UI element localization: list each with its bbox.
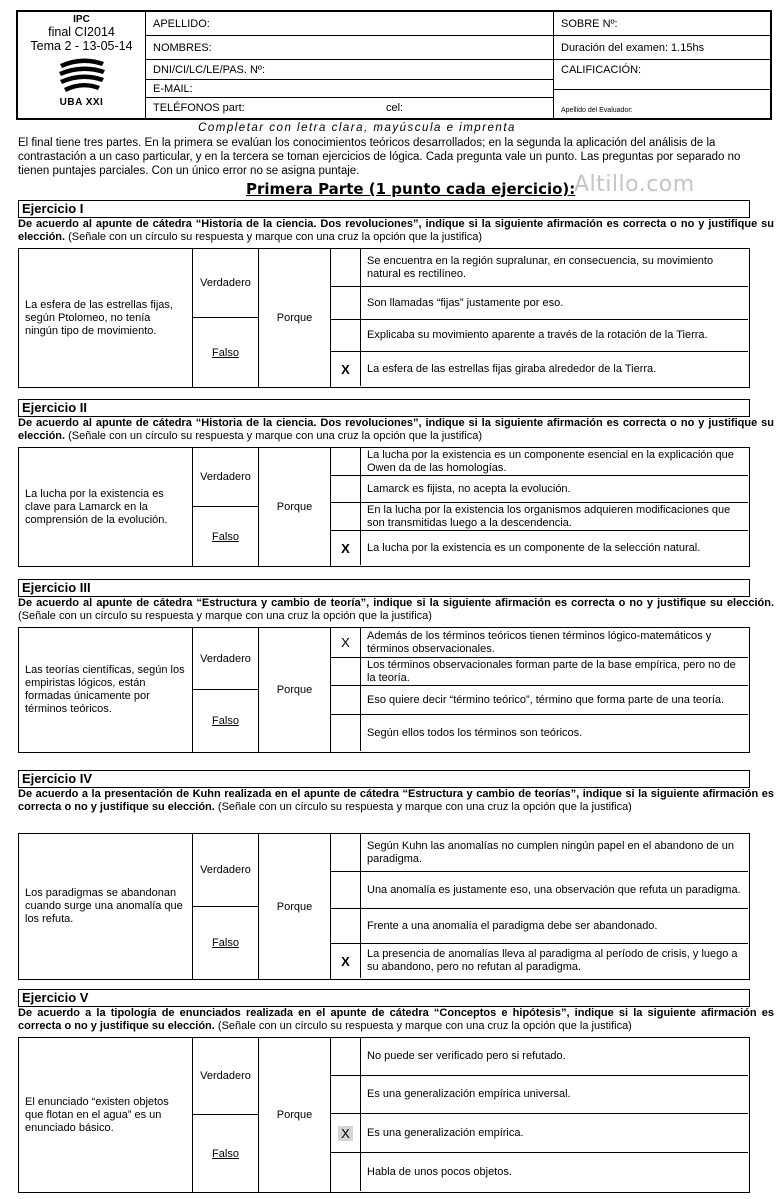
exercise-title: Ejercicio II <box>18 399 750 417</box>
option-mark: X <box>341 635 350 650</box>
option-row <box>331 320 748 352</box>
option-text: La presencia de anomalías lleva al paradigma al período de crisis, y luego a su abandono, pero no refutan al paradigma. <box>367 948 738 973</box>
field-label: Apellido del Evaluador: <box>561 107 633 114</box>
option-row <box>331 352 748 386</box>
field-label: CALIFICACIÓN: <box>561 64 642 76</box>
option-row <box>331 628 748 658</box>
field-label: DNI/CI/LC/LE/PAS. Nº: <box>153 63 266 76</box>
option-mark-box[interactable] <box>331 352 361 386</box>
question-main: De acuerdo a la tipología de enunciados realizada en el apunte de cátedra “Conceptos e hipótesis”, indique si la siguiente afirmación es correcta o no y justifique su elección. <box>18 1007 774 1032</box>
question-main: De acuerdo a la presentación de Kuhn realizada en el apunte de cátedra “Estructura y cambio de teorías”, indique si la siguiente afirmación es correcta o no y justifique su elección. <box>18 788 774 813</box>
because-label: Porque <box>259 448 331 566</box>
option-mark-box[interactable] <box>331 476 361 502</box>
option-row <box>331 1076 748 1114</box>
exam-duration <box>554 36 770 60</box>
option-text: Es una generalización empírica universal. <box>367 1088 571 1100</box>
option-row <box>331 531 748 565</box>
exercise-question <box>18 788 774 814</box>
exercise-question <box>18 597 774 623</box>
justification-options <box>331 1038 748 1192</box>
instructions: Completar con letra clara, mayúscula e imprenta <box>198 122 516 134</box>
statement: Las teorías científicas, según los empiristas lógicos, están formadas únicamente por términos teóricos. <box>19 628 193 752</box>
option-mark-box[interactable] <box>331 872 361 908</box>
option-mark: X <box>341 540 350 556</box>
option-mark-box[interactable] <box>331 909 361 943</box>
answer-grid <box>18 447 750 567</box>
option-row <box>331 686 748 715</box>
course-name: final CI2014 <box>48 25 115 39</box>
field-calificacion[interactable] <box>554 60 770 90</box>
option-text: La lucha por la existencia es un componente esencial en la explicación que Owen da de las homologías. <box>367 448 734 474</box>
option-row <box>331 249 748 287</box>
option-row <box>331 715 748 751</box>
true-false-column <box>193 448 259 566</box>
exercise-title: Ejercicio III <box>18 579 750 597</box>
option-mark-box[interactable] <box>331 658 361 685</box>
option-mark-box[interactable] <box>331 944 361 978</box>
option-row <box>331 476 748 503</box>
field-dni[interactable] <box>146 60 553 80</box>
option-text: Además de los términos teóricos tienen términos lógico-matemáticos y términos observacionales. <box>367 629 712 655</box>
statement: La esfera de las estrellas fijas, según Ptolomeo, no tenía ningún tipo de movimiento. <box>19 249 193 387</box>
intro-text: El final tiene tres partes. En la primera se evalúan los conocimientos teóricos desarrollados; en la segunda la aplicación del análisis de la contrastación a un caso particular, y en la tercera se toman ejercicios de lógica. Cada pregunta vale un punto. Las preguntas por separado no tienen puntajes parciales. Con un único error no se asigna puntaje. <box>18 137 741 177</box>
option-row <box>331 944 748 978</box>
option-verdadero[interactable]: Verdadero <box>193 834 258 907</box>
true-false-column <box>193 249 259 387</box>
option-row <box>331 448 748 476</box>
option-falso[interactable]: Falso <box>212 715 239 727</box>
question-hint: (Señale con un círculo su respuesta y marque con una cruz la opción que la justifica) <box>65 231 483 243</box>
option-text: Lamarck es fijista, no acepta la evolución. <box>367 482 571 495</box>
option-text: La lucha por la existencia es un componente de la selección natural. <box>367 541 701 554</box>
justification-options <box>331 249 748 387</box>
option-text: Una anomalía es justamente eso, una observación que refuta un paradigma. <box>367 883 741 896</box>
field-telefonos[interactable] <box>146 98 553 118</box>
answer-grid <box>18 1037 750 1193</box>
option-mark-box[interactable] <box>331 503 361 530</box>
exercise-question <box>18 1007 774 1033</box>
exercise-title: Ejercicio V <box>18 989 750 1007</box>
logo-block <box>18 12 146 118</box>
option-mark-box[interactable] <box>331 448 361 475</box>
option-text: Es una generalización empírica. <box>367 1126 524 1139</box>
exercise-question <box>18 417 774 443</box>
justification-options <box>331 448 748 566</box>
exam-date: Tema 2 - 13-05-14 <box>30 39 133 53</box>
option-text: Se encuentra en la región supralunar, en consecuencia, su movimiento natural es rectilíneo. <box>367 254 714 280</box>
option-row <box>331 872 748 909</box>
option-falso[interactable]: Falso <box>212 346 239 359</box>
option-text: Eso quiere decir “término teórico”, término que forma parte de una teoría. <box>367 693 725 706</box>
option-verdadero[interactable]: Verdadero <box>193 1038 258 1115</box>
option-verdadero[interactable]: Verdadero <box>193 249 258 318</box>
option-mark-box[interactable] <box>331 686 361 714</box>
exam-header <box>16 10 772 120</box>
option-mark-box[interactable] <box>331 628 361 657</box>
justification-options <box>331 834 748 979</box>
option-text: La esfera de las estrellas fijas giraba alrededor de la Tierra. <box>367 362 657 375</box>
exam-info <box>554 12 770 118</box>
question-main: De acuerdo al apunte de cátedra “Historia de la ciencia. Dos revoluciones”, indique si la siguiente afirmación es correcta o no y justifique su elección. <box>18 218 774 243</box>
field-label: E-MAIL: <box>153 82 193 95</box>
option-row <box>331 503 748 531</box>
student-fields <box>146 12 554 118</box>
field-label: APELLIDO: <box>153 17 210 30</box>
option-mark: X <box>338 1126 353 1141</box>
watermark: Altillo.com <box>574 172 695 197</box>
option-mark-box[interactable] <box>331 1153 361 1191</box>
option-mark-box[interactable] <box>331 249 361 286</box>
option-mark-box[interactable] <box>331 320 361 351</box>
option-mark: X <box>341 361 350 377</box>
logo-text: UBA XXI <box>59 97 104 108</box>
option-falso[interactable]: Falso <box>212 1147 239 1160</box>
option-text: En la lucha por la existencia los organismos adquieren modificaciones que son transmitidas luego a la descendencia. <box>367 503 731 529</box>
option-text: Según ellos todos los términos son teóricos. <box>367 726 583 739</box>
option-mark-box[interactable] <box>331 1114 361 1152</box>
question-hint: (Señale con un círculo su respuesta y marque con una cruz la opción que la justifica) <box>18 610 432 622</box>
because-label: Porque <box>259 834 331 979</box>
option-row <box>331 909 748 944</box>
option-row <box>331 658 748 686</box>
statement: La lucha por la existencia es clave para Lamarck en la comprensión de la evolución. <box>19 448 193 566</box>
option-text: Los términos observacionales forman parte de la base empírica, pero no de la teoría. <box>367 658 736 684</box>
part-title: Primera Parte (1 punto cada ejercicio): <box>246 180 576 198</box>
option-falso[interactable]: Falso <box>212 936 239 949</box>
field-nombres[interactable] <box>146 36 553 60</box>
answer-grid <box>18 627 750 753</box>
true-false-column <box>193 834 259 979</box>
because-label: Porque <box>259 1038 331 1192</box>
field-label: SOBRE Nº: <box>561 17 618 30</box>
answer-grid <box>18 833 750 980</box>
option-mark-box[interactable] <box>331 1038 361 1075</box>
option-row <box>331 1038 748 1076</box>
option-row <box>331 287 748 320</box>
true-false-column <box>193 628 259 752</box>
option-falso[interactable]: Falso <box>212 530 239 543</box>
field-cel-label: cel: <box>386 102 404 114</box>
answer-grid <box>18 248 750 388</box>
question-main: De acuerdo al apunte de cátedra “Estructura y cambio de teoría”, indique si la siguiente afirmación es correcta o no y justifique su elección. <box>18 597 774 609</box>
option-text: Habla de unos pocos objetos. <box>367 1165 512 1178</box>
exercise-title: Ejercicio I <box>18 200 750 218</box>
option-text: No puede ser verificado pero si refutado. <box>367 1050 566 1062</box>
option-mark: X <box>341 953 350 969</box>
question-hint: (Señale con un círculo su respuesta y marque con una cruz la opción que la justifica) <box>214 801 632 813</box>
field-label: TELÉFONOS part: <box>153 102 245 114</box>
option-verdadero[interactable]: Verdadero <box>193 628 258 690</box>
question-hint: (Señale con un círculo su respuesta y marque con una cruz la opción que la justifica) <box>65 430 483 442</box>
statement: Los paradigmas se abandonan cuando surge una anomalía que los refuta. <box>19 834 193 979</box>
exercise-title: Ejercicio IV <box>18 770 750 788</box>
statement: El enunciado “existen objetos que flotan en el agua” es un enunciado básico. <box>19 1038 193 1192</box>
option-mark-box[interactable] <box>331 715 361 751</box>
question-main: De acuerdo al apunte de cátedra “Historia de la ciencia. Dos revoluciones”, indique si la siguiente afirmación es correcta o no y justifique su elección. <box>18 417 774 442</box>
option-mark-box[interactable] <box>331 287 361 319</box>
option-text: Explicaba su movimiento aparente a través de la rotación de la Tierra. <box>367 329 708 341</box>
field-label: NOMBRES: <box>153 41 212 54</box>
exercise-question <box>18 218 774 244</box>
option-text: Según Kuhn las anomalías no cumplen ningún papel en el abandono de un paradigma. <box>367 839 734 865</box>
field-label: Duración del examen: 1.15hs <box>561 41 705 54</box>
field-apellido[interactable] <box>146 12 553 36</box>
field-sobre[interactable] <box>554 12 770 36</box>
field-email[interactable] <box>146 80 553 98</box>
uba-logo-icon <box>56 56 108 96</box>
option-verdadero[interactable]: Verdadero <box>193 448 258 507</box>
justification-options <box>331 628 748 752</box>
field-evaluador[interactable] <box>554 90 770 118</box>
option-text: Son llamadas “fijas” justamente por eso. <box>367 296 564 309</box>
option-mark-box[interactable] <box>331 834 361 871</box>
because-label: Porque <box>259 628 331 752</box>
option-row <box>331 1153 748 1191</box>
question-hint: (Señale con un círculo su respuesta y marque con una cruz la opción que la justifica) <box>214 1020 632 1032</box>
true-false-column <box>193 1038 259 1192</box>
because-label: Porque <box>259 249 331 387</box>
option-mark-box[interactable] <box>331 1076 361 1113</box>
option-mark-box[interactable] <box>331 531 361 565</box>
option-text: Frente a una anomalía el paradigma debe ser abandonado. <box>367 919 658 932</box>
org-name: IPC <box>73 14 90 25</box>
option-row <box>331 1114 748 1153</box>
option-row <box>331 834 748 872</box>
